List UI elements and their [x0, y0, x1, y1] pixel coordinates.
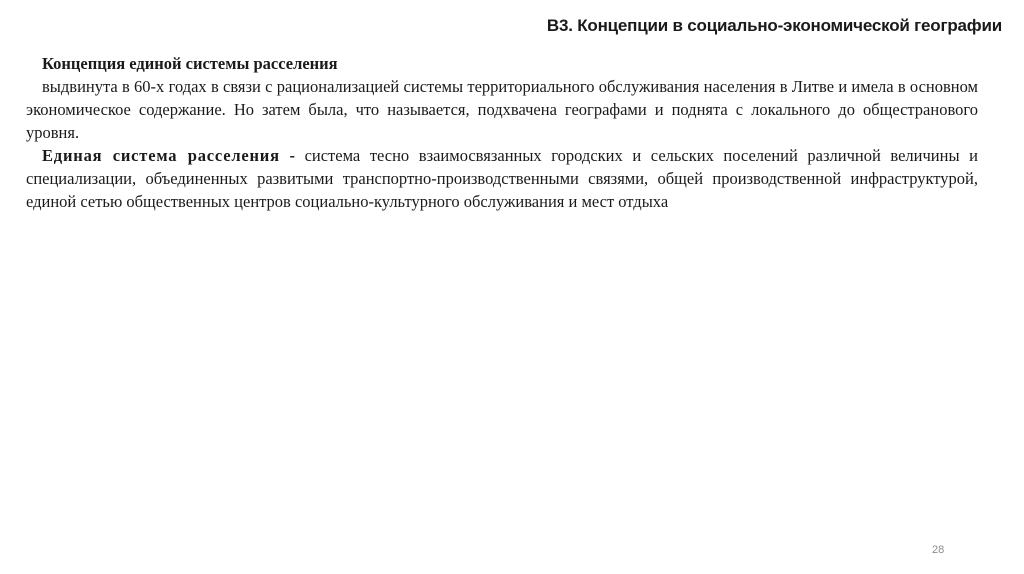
page-number: 28 — [932, 544, 945, 556]
concept-description — [26, 75, 978, 144]
slide-title: B3. Концепции в социально-экономической географии — [546, 16, 1002, 35]
definition-text: система тесно взаимосвязанных городских и сельских поселений различной величины и специализации, объединенных развитыми транспортно-производственными связями, общей производственной инфраструктурой, единой сетью общественных центров социально-культурного обслуживания и мест отдыха — [26, 146, 978, 211]
concept-heading: Концепция единой системы расселения — [42, 54, 338, 73]
definition-paragraph — [26, 144, 978, 213]
concept-description-text: выдвинута в 60-х годах в связи с рационализацией системы территориального обслуживания населения в Литве и имела в основном экономическое содержание. Но затем была, что называется, подхвачена географами и поднята с локального до общестранового уровня. — [26, 77, 978, 142]
slide-content — [26, 52, 978, 213]
definition-term: Единая система расселения — [42, 146, 280, 165]
definition-dash: - — [279, 146, 305, 165]
concept-heading-line — [26, 52, 978, 75]
